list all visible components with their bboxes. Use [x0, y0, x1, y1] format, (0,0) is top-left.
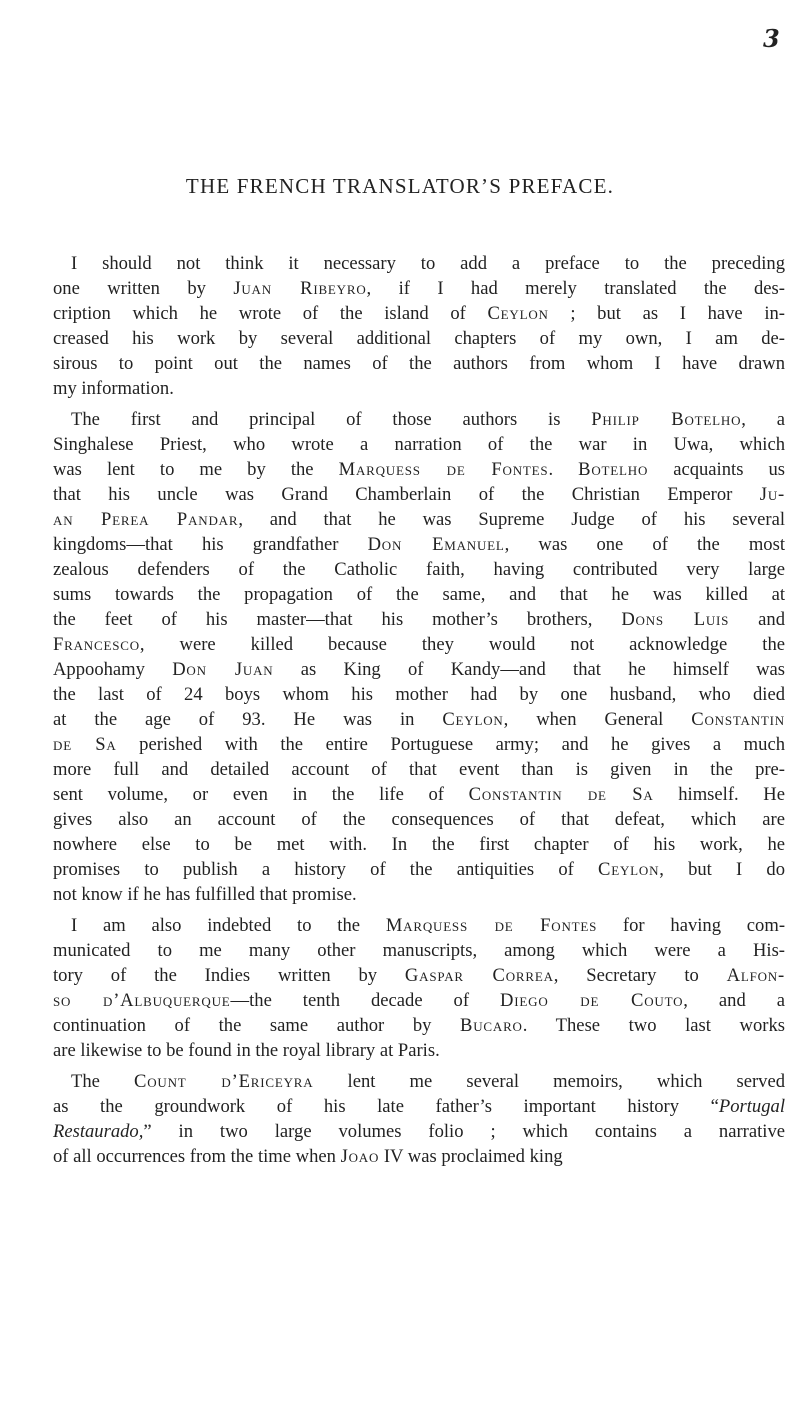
- text-line: [53, 1119, 785, 1144]
- text-run: one written by: [53, 278, 234, 299]
- text-line: [53, 326, 785, 351]
- text-line: [53, 857, 785, 882]
- text-run: my information.: [53, 378, 174, 399]
- proper-name: Philip Botelho: [591, 409, 742, 430]
- text-run: I am also indebted to the: [71, 915, 386, 936]
- text-run: as King of Kandy—and that he himself was: [273, 659, 785, 680]
- text-run: are likewise to be found in the royal library at Paris.: [53, 1040, 440, 1061]
- text-run: The: [71, 1071, 135, 1092]
- proper-name: Constantin de Sa: [468, 784, 654, 805]
- proper-name: Joao: [340, 1146, 380, 1167]
- text-run: tory of the Indies written by: [53, 965, 405, 986]
- proper-name: Don Juan: [172, 659, 274, 680]
- text-line: [53, 757, 785, 782]
- text-line: [53, 1038, 785, 1063]
- text-line: [53, 1094, 785, 1119]
- text-run: zealous defenders of the Catholic faith, having contributed very large: [53, 559, 785, 580]
- page-title: THE FRENCH TRANSLATOR’S PREFACE.: [185, 174, 615, 198]
- text-run: the last of 24 boys whom his mother had by one husband, who died: [53, 684, 785, 705]
- text-line: [53, 988, 785, 1013]
- proper-name: Count d’Ericeyra: [134, 1071, 314, 1092]
- text-run: perished with the entire Portuguese army; and he gives a much: [116, 734, 785, 755]
- text-line: [53, 557, 785, 582]
- text-line: [53, 632, 785, 657]
- proper-name: so d’Albuquerque: [53, 990, 231, 1011]
- text-run: , but I do: [659, 859, 785, 880]
- text-line: [53, 482, 785, 507]
- text-run: himself. He: [653, 784, 785, 805]
- text-run: , a: [741, 409, 785, 430]
- text-run: and: [729, 609, 786, 630]
- proper-name: de Sa: [53, 734, 117, 755]
- paragraph: [53, 407, 785, 907]
- proper-name: Juan Ribeyro: [233, 278, 367, 299]
- proper-name: Marquess de Fontes: [385, 915, 598, 936]
- text-run: , and a: [683, 990, 785, 1011]
- text-run: sent volume, or even in the life of: [53, 784, 469, 805]
- proper-name: Ju-: [759, 484, 785, 505]
- text-line: [53, 432, 785, 457]
- text-run: nowhere else to be met with. In the first chapter of his work, he: [53, 834, 785, 855]
- text-run: municated to me many other manuscripts, among which were a His-: [53, 940, 785, 961]
- text-run: not know if he has fulfilled that promise.: [53, 884, 357, 905]
- text-run: , if I had merely translated the des-: [366, 278, 785, 299]
- preface-body: [53, 251, 785, 1175]
- text-run: , Secretary to: [553, 965, 727, 986]
- text-run: the feet of his master—that his mother’s brothers,: [53, 609, 622, 630]
- text-run: lent me several memoirs, which served: [313, 1071, 786, 1092]
- text-line: [53, 276, 785, 301]
- paragraph: [53, 913, 785, 1063]
- proper-name: Botelho: [578, 459, 649, 480]
- text-run: , when General: [503, 709, 692, 730]
- paragraph: [53, 251, 785, 401]
- text-run: .: [548, 459, 579, 480]
- text-run: at the age of 93. He was in: [53, 709, 443, 730]
- text-run: as the groundwork of his late father’s important history “: [53, 1096, 719, 1117]
- text-line: [53, 1144, 785, 1169]
- text-run: —the tenth decade of: [230, 990, 501, 1011]
- text-run: , and that he was Supreme Judge of his several: [238, 509, 786, 530]
- proper-name: Constantin: [691, 709, 785, 730]
- proper-name: Dons Luis: [621, 609, 730, 630]
- text-run: The first and principal of those authors is: [71, 409, 592, 430]
- text-line: [53, 882, 785, 907]
- text-run: continuation of the same author by: [53, 1015, 461, 1036]
- text-run: for having com-: [597, 915, 786, 936]
- text-run: was lent to me by the: [53, 459, 339, 480]
- text-run: more full and detailed account of that event than is given in the pre-: [53, 759, 785, 780]
- text-run: sums towards the propagation of the same, and that he was killed at: [53, 584, 785, 605]
- text-run: sirous to point out the names of the authors from whom I have drawn: [53, 353, 785, 374]
- text-line: [53, 832, 785, 857]
- text-line: [53, 938, 785, 963]
- text-line: [53, 1013, 785, 1038]
- text-line: [53, 507, 785, 532]
- text-line: [53, 782, 785, 807]
- proper-name: Alfon-: [726, 965, 785, 986]
- text-line: [53, 351, 785, 376]
- text-run: Appoohamy: [53, 659, 173, 680]
- text-run: acquaints us: [648, 459, 786, 480]
- paragraph: [53, 1069, 785, 1169]
- text-run: Singhalese Priest, who wrote a narration of the war in Uwa, which: [53, 434, 785, 455]
- text-run: IV was proclaimed king: [379, 1146, 563, 1167]
- text-run: that his uncle was Grand Chamberlain of the Christian Emperor: [53, 484, 760, 505]
- text-run: . These two last works: [522, 1015, 785, 1036]
- text-line: [53, 376, 785, 401]
- italic-title: Restaurado,: [53, 1121, 144, 1142]
- page-number: 3: [763, 24, 780, 53]
- text-line: [53, 913, 785, 938]
- text-line: [53, 657, 785, 682]
- proper-name: Francesco: [53, 634, 140, 655]
- text-line: [53, 682, 785, 707]
- text-line: [53, 582, 785, 607]
- text-line: [53, 251, 785, 276]
- proper-name: an Perea Pandar: [53, 509, 239, 530]
- text-run: gives also an account of the consequences of that defeat, which are: [53, 809, 785, 830]
- text-line: [53, 807, 785, 832]
- text-line: [53, 1069, 785, 1094]
- text-run: , was one of the most: [504, 534, 786, 555]
- text-line: [53, 607, 785, 632]
- proper-name: Gaspar Correa: [404, 965, 554, 986]
- italic-title: Portugal: [718, 1096, 785, 1117]
- text-run: ; but as I have in-: [548, 303, 785, 324]
- text-run: of all occurrences from the time when: [53, 1146, 341, 1167]
- proper-name: Ceylon: [598, 859, 660, 880]
- text-line: [53, 532, 785, 557]
- text-run: , were killed because they would not acknowledge the: [139, 634, 785, 655]
- text-line: [53, 407, 785, 432]
- text-line: [53, 963, 785, 988]
- text-line: [53, 457, 785, 482]
- text-run: ” in two large volumes folio ; which contains a narrative: [143, 1121, 785, 1142]
- text-run: cription which he wrote of the island of: [53, 303, 488, 324]
- text-run: kingdoms—that his grandfather: [53, 534, 368, 555]
- text-run: promises to publish a history of the antiquities of: [53, 859, 599, 880]
- proper-name: Diego de Couto: [500, 990, 684, 1011]
- proper-name: Marquess de Fontes: [338, 459, 549, 480]
- proper-name: Ceylon: [442, 709, 504, 730]
- proper-name: Don Emanuel: [367, 534, 505, 555]
- text-line: [53, 707, 785, 732]
- proper-name: Bucaro: [460, 1015, 523, 1036]
- text-line: [53, 301, 785, 326]
- text-line: [53, 732, 785, 757]
- text-run: creased his work by several additional chapters of my own, I am de-: [53, 328, 785, 349]
- text-run: I should not think it necessary to add a preface to the preceding: [71, 253, 785, 274]
- proper-name: Ceylon: [487, 303, 549, 324]
